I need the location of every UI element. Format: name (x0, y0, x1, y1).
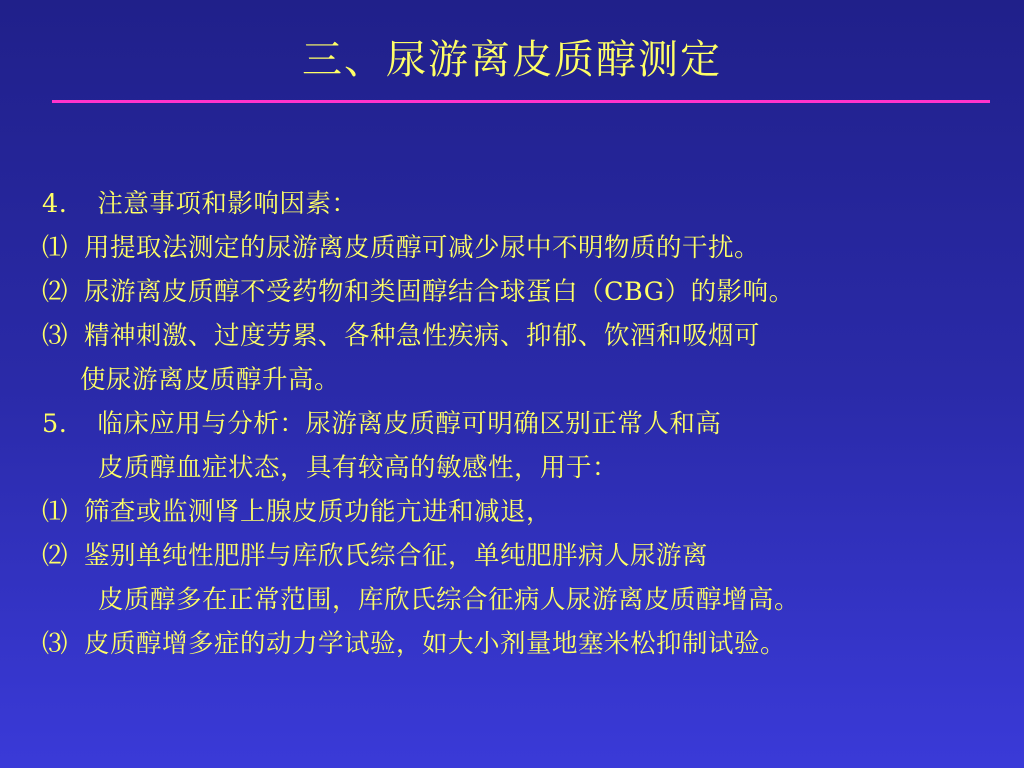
item-text: 皮质醇血症状态，具有较高的敏感性，用于： (98, 453, 619, 483)
item-marker: ⑴ (42, 497, 69, 527)
item-text: 精神刺激、过度劳累、各种急性疾病、抑郁、饮酒和吸烟可 (84, 321, 761, 351)
list-item (42, 226, 1017, 270)
item-marker: 5. (42, 409, 68, 439)
item-text: 尿游离皮质醇不受药物和类固醇结合球蛋白（CBG）的影响。 (84, 277, 795, 307)
item-text: 皮质醇增多症的动力学试验，如大小剂量地塞米松抑制试验。 (84, 629, 787, 659)
list-item (42, 622, 1017, 666)
item-text: 临床应用与分析：尿游离皮质醇可明确区别正常人和高 (97, 409, 722, 439)
list-item (42, 314, 1017, 358)
list-item-continuation (42, 578, 1017, 622)
list-item-continuation (42, 358, 1017, 402)
item-marker: ⑵ (42, 277, 69, 307)
item-text: 鉴别单纯性肥胖与库欣氏综合征，单纯肥胖病人尿游离 (84, 541, 709, 571)
list-item (42, 534, 1017, 578)
item-text: 皮质醇多在正常范围，库欣氏综合征病人尿游离皮质醇增高。 (98, 585, 801, 615)
list-item (42, 270, 1017, 314)
slide-body (42, 182, 1017, 666)
item-marker: ⑴ (42, 233, 69, 263)
item-text: 用提取法测定的尿游离皮质醇可减少尿中不明物质的干扰。 (84, 233, 761, 263)
item-marker: 4. (42, 189, 68, 219)
list-item-continuation (42, 446, 1017, 490)
item-text: 注意事项和影响因素： (97, 189, 358, 219)
item-text: 使尿游离皮质醇升高。 (80, 365, 341, 395)
slide-title: 三、尿游离皮质醇测定 (302, 37, 722, 83)
list-item (42, 182, 1017, 226)
item-marker: ⑵ (42, 541, 69, 571)
list-item (42, 490, 1017, 534)
list-item (42, 402, 1017, 446)
item-marker: ⑶ (42, 321, 69, 351)
title-divider (52, 100, 990, 103)
item-text: 筛查或监测肾上腺皮质功能亢进和减退， (84, 497, 553, 527)
item-marker: ⑶ (42, 629, 69, 659)
